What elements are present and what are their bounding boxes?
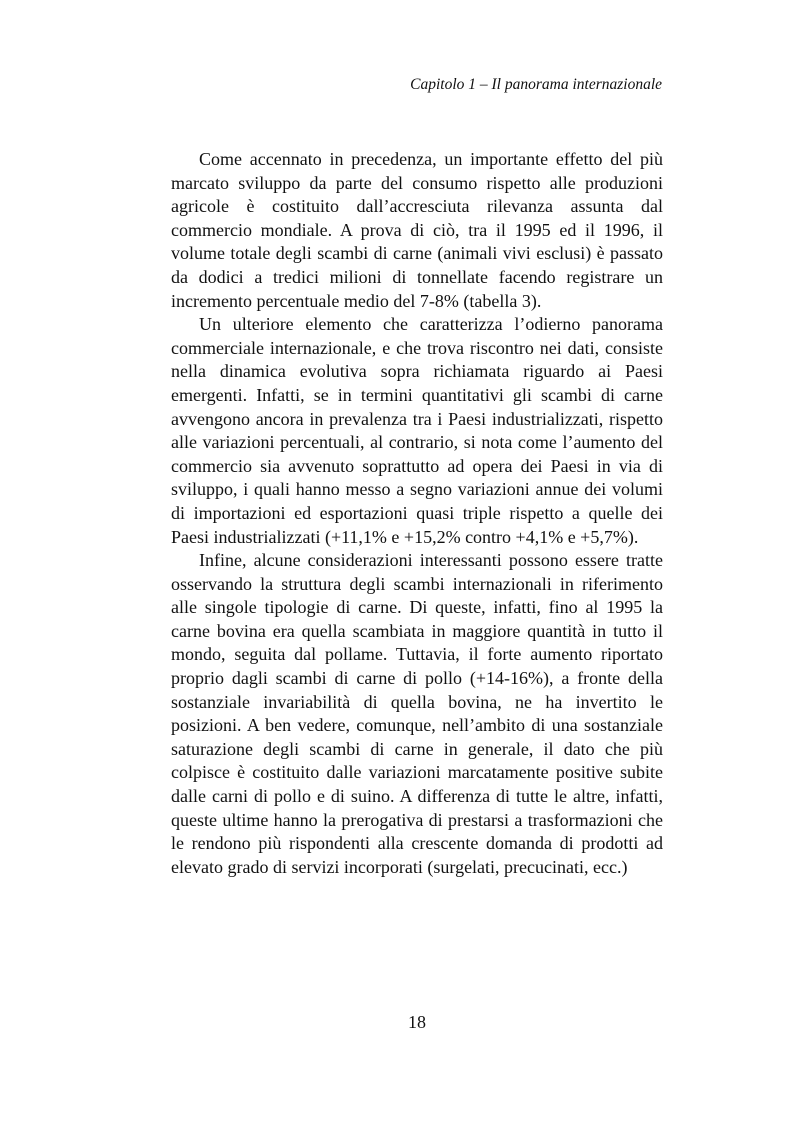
- body-text: [171, 148, 663, 879]
- paragraph-trade-growth: Come accennato in precedenza, un importante effetto del più marcato sviluppo da parte del consumo rispetto alle produzioni agricole è costituito dall’accresciuta rilevanza assunta dal commercio mondiale. A prova di ciò, tra il 1995 ed il 1996, il volume totale degli scambi di carne (animali vivi esclusi) è passato da dodici a tredici milioni di tonnellate facendo registrare un incremento percentuale medio del 7-8% (tabella 3).: [171, 149, 663, 311]
- paragraph-emerging-countries: Un ulteriore elemento che caratterizza l’odierno panorama commerciale internazionale, e che trova riscontro nei dati, consiste nella dinamica evolutiva sopra richiamata riguardo ai Paesi emergenti. Infatti, se in termini quantitativi gli scambi di carne avvengono ancora in prevalenza tra i Paesi industrializzati, rispetto alle variazioni percentuali, al contrario, si nota come l’aumento del commercio sia avvenuto soprattutto ad opera dei Paesi in via di sviluppo, i quali hanno messo a segno variazioni annue dei volumi di importazioni ed esportazioni quasi triple rispetto a quelle dei Paesi industrializzati (+11,1% e +15,2% contro +4,1% e +5,7%).: [171, 314, 663, 547]
- paragraph-meat-types: Infine, alcune considerazioni interessanti possono essere tratte osservando la struttura degli scambi internazionali in riferimento alle singole tipologie di carne. Di queste, infatti, fino al 1995 la carne bovina era quella scambiata in maggiore quantità in tutto il mondo, seguita dal pollame. Tuttavia, il forte aumento riportato proprio dagli scambi di carne di pollo (+14-16%), a fronte della sostanziale invariabilità di quella bovina, ne ha invertito le posizioni. A ben vedere, comunque, nell’ambito di una sostanziale saturazione degli scambi di carne in generale, il dato che più colpisce è costituito dalle variazioni marcatamente positive subite dalle carni di pollo e di suino. A differenza di tutte le altre, infatti, queste ultime hanno la prerogativa di prestarsi a trasformazioni che le rendono più rispondenti alla crescente domanda di prodotti ad elevato grado di servizi incorporati (surgelati, precucinati, ecc.): [171, 550, 663, 877]
- running-header: Capitolo 1 – Il panorama internazionale: [410, 76, 662, 93]
- page-number: 18: [408, 1012, 426, 1032]
